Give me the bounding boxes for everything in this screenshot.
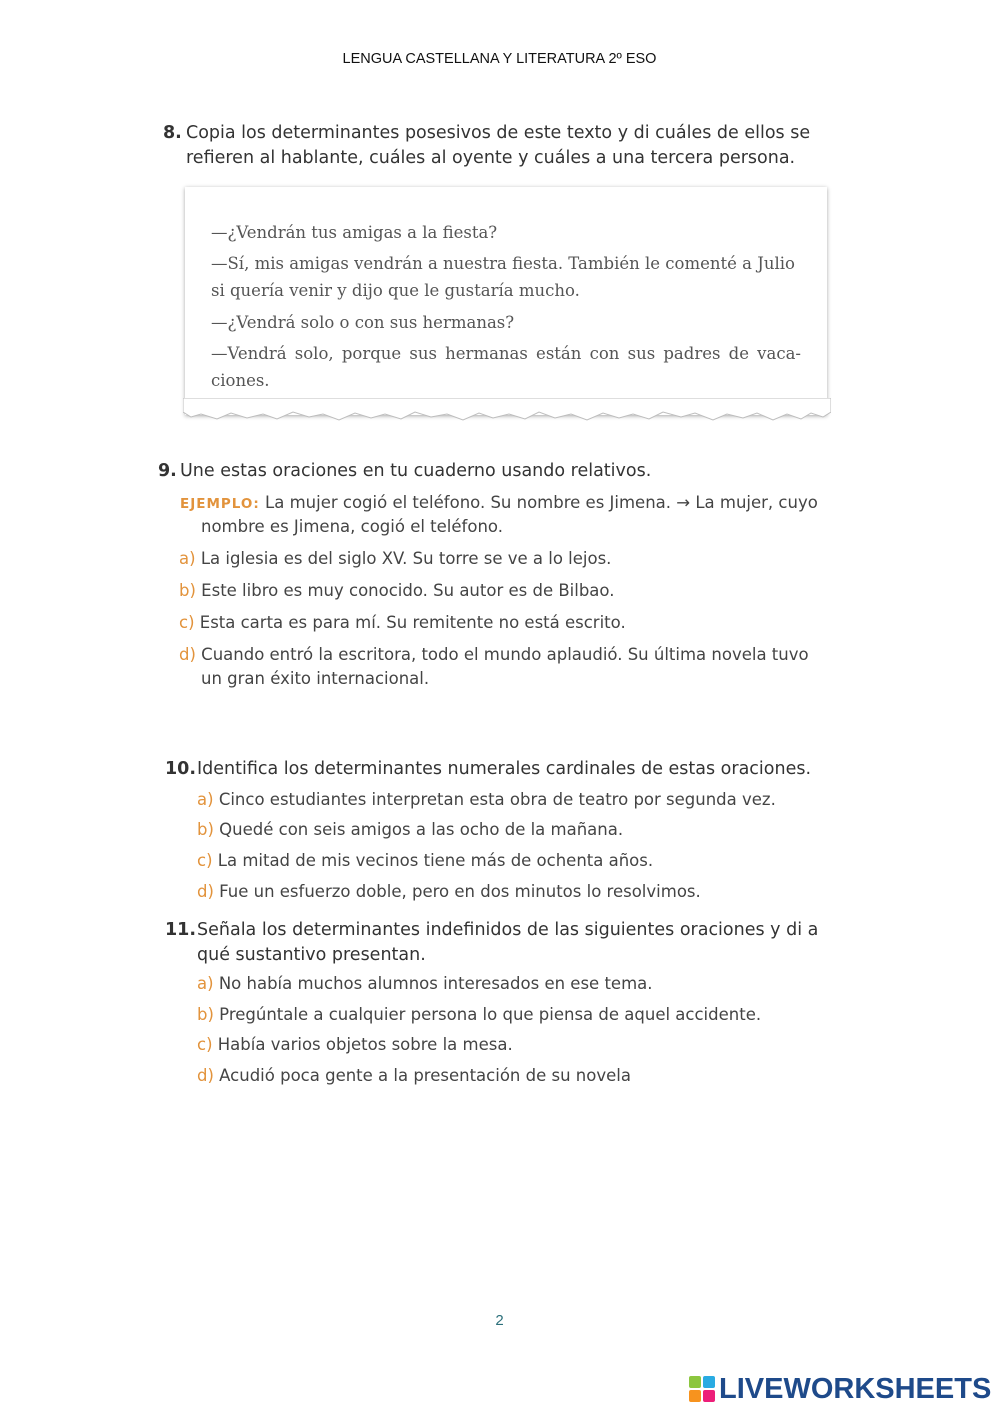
list-item (197, 972, 653, 996)
page-header: LENGUA CASTELLANA Y LITERATURA 2º ESO (342, 51, 657, 67)
statement-line: refieren al hablante, cuáles al oyente y cuáles a una tercera persona. (186, 148, 796, 168)
question-statement (197, 918, 857, 968)
item-text: Esta carta es para mí. Su remitente no está escrito. (199, 613, 626, 632)
item-label: c) (197, 1035, 213, 1054)
list-item (197, 1003, 761, 1027)
list-item (197, 788, 776, 812)
item-text: Fue un esfuerzo doble, pero en dos minutos lo resolvimos. (219, 882, 701, 901)
list-item (179, 579, 614, 603)
question-number: 9. (158, 461, 177, 481)
torn-edge-decoration (183, 398, 831, 424)
logo-grid-icon (689, 1376, 715, 1402)
item-text: Quedé con seis amigos a las ocho de la mañana. (219, 820, 624, 839)
item-text: Este libro es muy conocido. Su autor es de Bilbao. (201, 581, 615, 600)
dialogue-line: si quería venir y dijo que le gustaría mucho. (211, 281, 580, 300)
item-text: No había muchos alumnos interesados en ese tema. (218, 974, 653, 993)
page-number: 2 (495, 1312, 504, 1329)
brand-name: LIVEWORKSHEETS (719, 1372, 992, 1405)
question-number: 8. (163, 123, 182, 143)
dialogue-line: —Sí, mis amigas vendrán a nuestra fiesta. También le comenté a Julio (211, 254, 795, 273)
list-item (179, 611, 626, 635)
list-item (197, 880, 701, 904)
list-item (179, 547, 611, 571)
item-label: c) (197, 851, 213, 870)
statement-line: Copia los determinantes posesivos de este texto y di cuáles de ellos se (186, 123, 811, 143)
item-label: a) (179, 549, 196, 568)
example-label: EJEMPLO: (180, 496, 260, 512)
dialogue-line: —¿Vendrán tus amigas a la fiesta? (211, 223, 498, 242)
dialogue-line: —¿Vendrá solo o con sus hermanas? (211, 313, 515, 332)
statement-line: Señala los determinantes indefinidos de las siguientes oraciones y di a (197, 920, 819, 940)
item-label: d) (197, 882, 214, 901)
list-item-continuation: un gran éxito internacional. (201, 669, 430, 688)
question-statement: Une estas oraciones en tu cuaderno usando relativos. (180, 461, 652, 481)
example-continuation: nombre es Jimena, cogió el teléfono. (201, 517, 503, 536)
item-label: b) (179, 581, 196, 600)
item-label: d) (179, 645, 196, 664)
example (180, 491, 840, 516)
item-text: Cuando entró la escritora, todo el mundo aplaudió. Su última novela tuvo (201, 645, 809, 664)
list-item (197, 818, 623, 842)
list-item (197, 1033, 513, 1057)
item-label: a) (197, 974, 214, 993)
item-text: La iglesia es del siglo XV. Su torre se ve a lo lejos. (200, 549, 612, 568)
list-item (179, 643, 809, 667)
item-label: b) (197, 1005, 214, 1024)
question-number: 10. (165, 759, 197, 779)
item-label: c) (179, 613, 195, 632)
list-item (197, 1064, 631, 1088)
example-text: La mujer cogió el teléfono. Su nombre es Jimena. → La mujer, cuyo (265, 493, 818, 512)
item-text: Había varios objetos sobre la mesa. (217, 1035, 513, 1054)
liveworksheets-logo[interactable] (689, 1372, 991, 1406)
item-text: Acudió poca gente a la presentación de su novela (219, 1066, 631, 1085)
item-text: Pregúntale a cualquier persona lo que piensa de aquel accidente. (219, 1005, 762, 1024)
question-statement (186, 121, 846, 171)
item-text: Cinco estudiantes interpretan esta obra de teatro por segunda vez. (218, 790, 776, 809)
item-label: b) (197, 820, 214, 839)
item-label: d) (197, 1066, 214, 1085)
question-number: 11. (165, 920, 197, 940)
dialogue-line: —Vendrá solo, porque sus hermanas están con sus padres de vaca- (211, 344, 801, 363)
question-statement: Identifica los determinantes numerales cardinales de estas oraciones. (197, 759, 812, 779)
dialogue-line: ciones. (211, 371, 270, 390)
item-label: a) (197, 790, 214, 809)
item-text: La mitad de mis vecinos tiene más de ochenta años. (217, 851, 654, 870)
list-item (197, 849, 653, 873)
statement-line: qué sustantivo presentan. (197, 945, 426, 965)
